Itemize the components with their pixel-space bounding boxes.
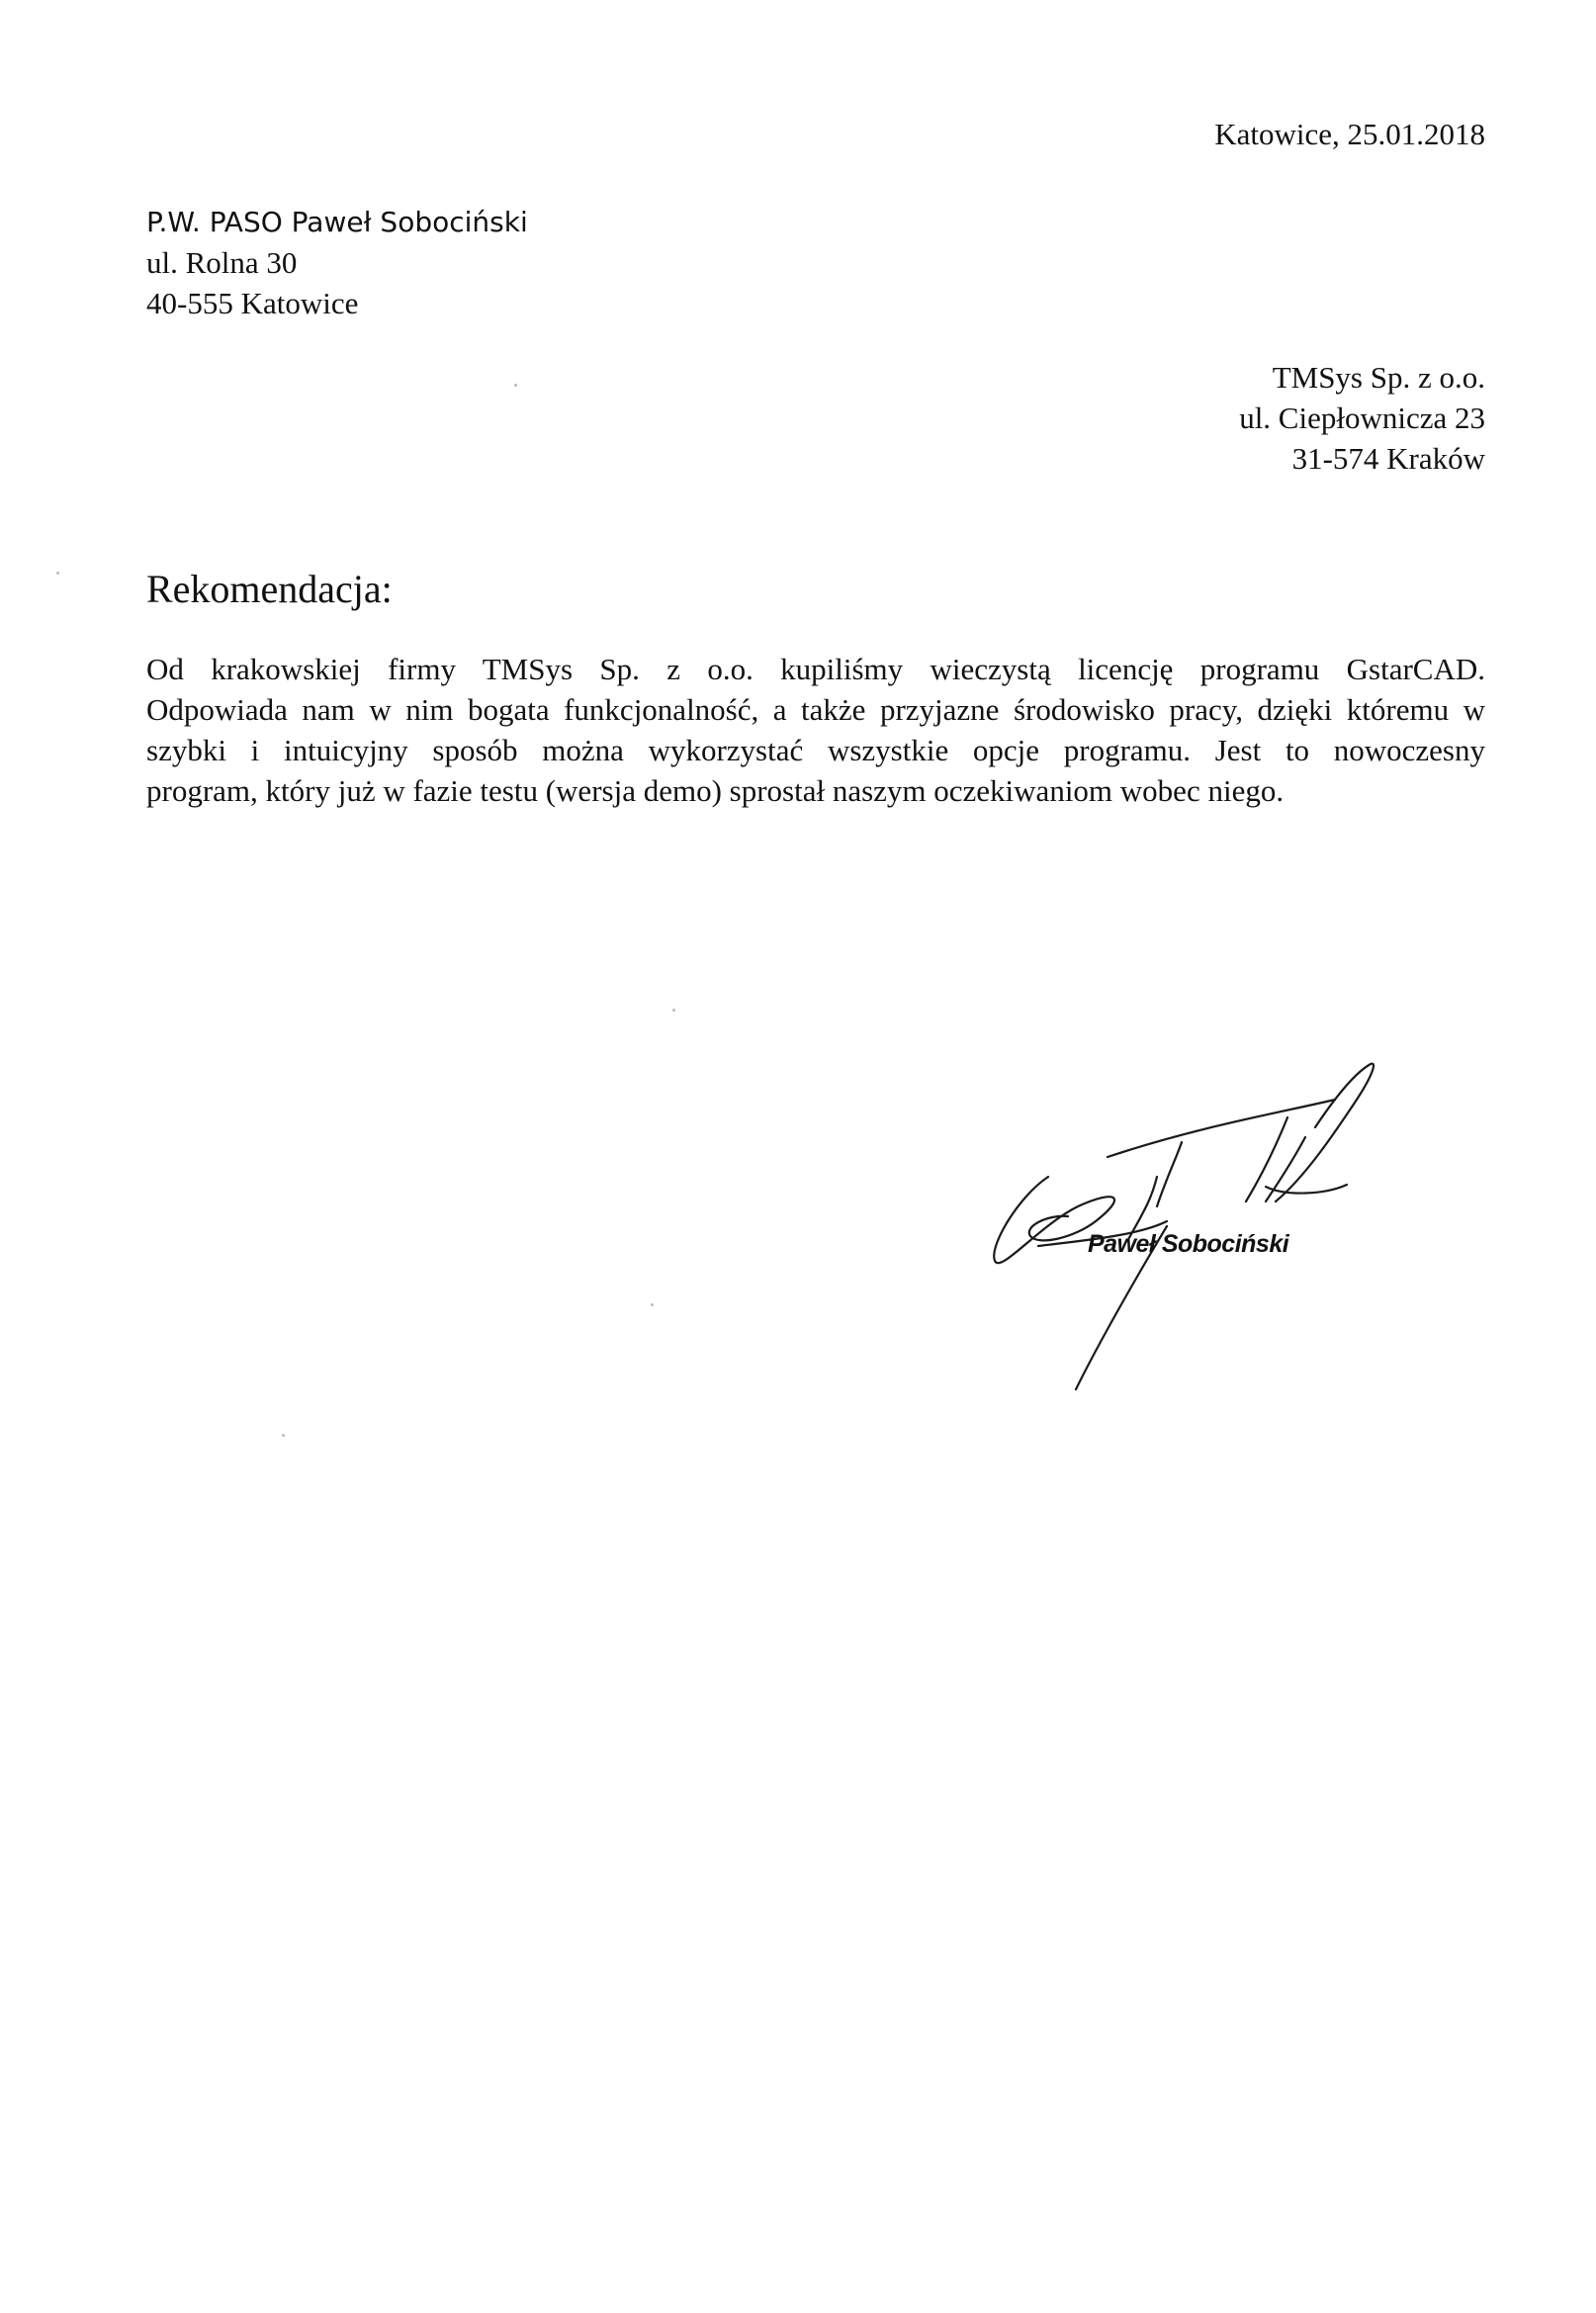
body-line: program, który już w fazie testu (wersja demo) sprostał naszym oczekiwaniom wobec niego. (146, 773, 1285, 808)
scan-speck (672, 1009, 675, 1012)
scan-speck (651, 1303, 654, 1306)
body-line: szybki i intuicyjny sposób można wykorzystać wszystkie opcje programu. Jest to nowoczesny (146, 733, 1485, 767)
letter-body (146, 649, 1485, 811)
letter-heading: Rekomendacja: (146, 567, 393, 611)
sender-name: P.W. PASO Paweł Sobociński (146, 206, 528, 238)
body-line: Odpowiada nam w nim bogata funkcjonalność, a także przyjazne środowisko pracy, dzięki któremu w (146, 692, 1485, 727)
body-line: Od krakowskiej firmy TMSys Sp. z o.o. kupiliśmy wieczystą licencję programu GstarCAD. (146, 652, 1485, 686)
recipient-street: ul. Ciepłownicza 23 (1239, 400, 1485, 435)
sender-address (146, 202, 528, 323)
scan-speck (282, 1434, 285, 1437)
scan-speck (514, 384, 517, 387)
scan-speck (56, 572, 59, 575)
sender-city: 40-555 Katowice (146, 286, 359, 320)
recipient-city: 31-574 Kraków (1291, 441, 1485, 476)
recipient-company: TMSys Sp. z o.o. (1272, 360, 1485, 395)
letter-date: Katowice, 25.01.2018 (1214, 117, 1485, 151)
sender-street: ul. Rolna 30 (146, 245, 298, 280)
signature-name: Paweł Sobociński (1088, 1230, 1289, 1258)
recipient-address (1239, 357, 1485, 479)
